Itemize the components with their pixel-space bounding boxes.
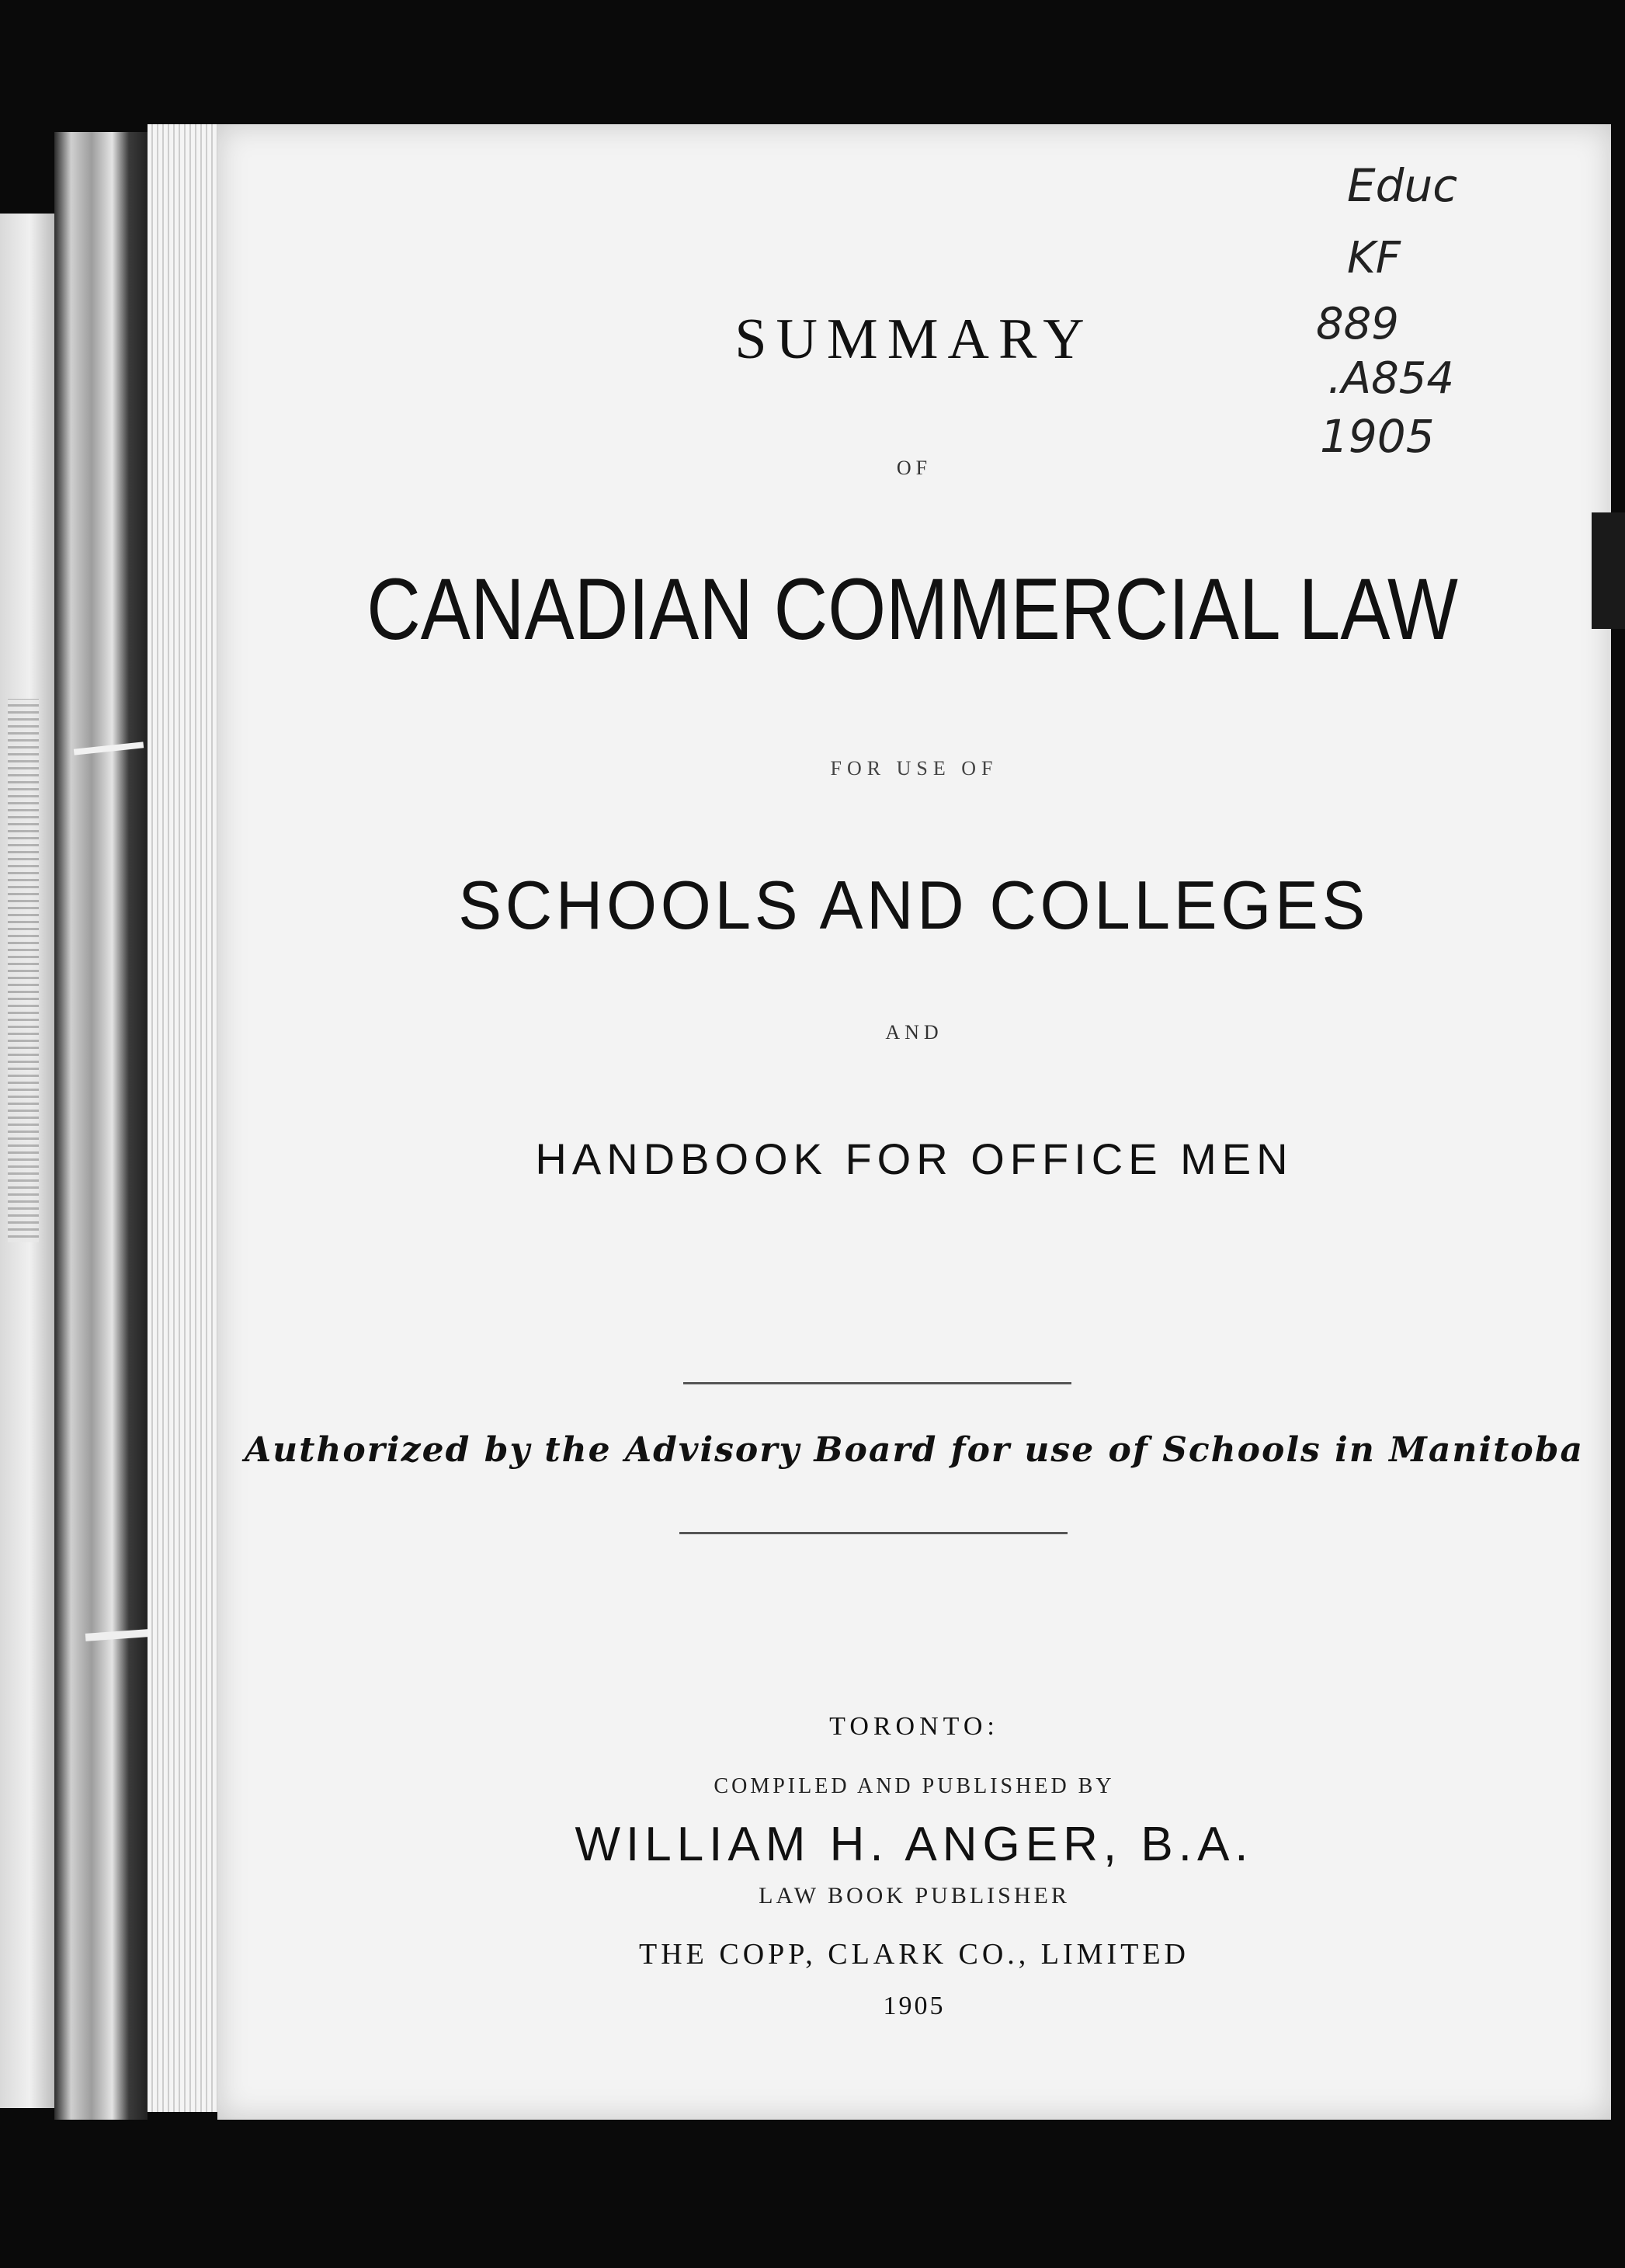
call-number-line: 889 xyxy=(1316,299,1399,349)
title-for-use-of: FOR USE OF xyxy=(830,757,998,780)
imprint-city: TORONTO: xyxy=(829,1712,999,1741)
title-summary: SUMMARY xyxy=(734,307,1094,371)
imprint-year: 1905 xyxy=(883,1992,946,2020)
call-number-line: Educ xyxy=(1347,159,1458,212)
subtitle-handbook: HANDBOOK FOR OFFICE MEN xyxy=(535,1134,1293,1183)
divider-rule xyxy=(679,1532,1068,1534)
title-of: OF xyxy=(896,457,932,479)
subtitle-schools: SCHOOLS AND COLLEGES xyxy=(458,867,1370,943)
imprint-author-role: LAW BOOK PUBLISHER xyxy=(759,1883,1070,1909)
adjacent-page-texture xyxy=(8,699,39,1242)
title-and: AND xyxy=(885,1021,943,1044)
book-spine xyxy=(54,132,148,2120)
call-number-line: KF xyxy=(1347,233,1401,283)
main-title: CANADIAN COMMERCIAL LAW xyxy=(366,561,1458,658)
authorization-line: Authorized by the Advisory Board for use of Schools in Manitoba xyxy=(244,1430,1585,1470)
call-number-line: 1905 xyxy=(1320,410,1435,463)
imprint-author: WILLIAM H. ANGER, B.A. xyxy=(575,1818,1254,1871)
imprint-printer: THE COPP, CLARK CO., LIMITED xyxy=(639,1938,1189,1971)
page-tab-shadow xyxy=(1592,512,1625,629)
page-stack-edge xyxy=(148,124,225,2112)
divider-rule xyxy=(683,1382,1071,1384)
imprint-compiled-by: COMPILED AND PUBLISHED BY xyxy=(714,1774,1115,1798)
call-number-line: .A854 xyxy=(1328,353,1454,404)
